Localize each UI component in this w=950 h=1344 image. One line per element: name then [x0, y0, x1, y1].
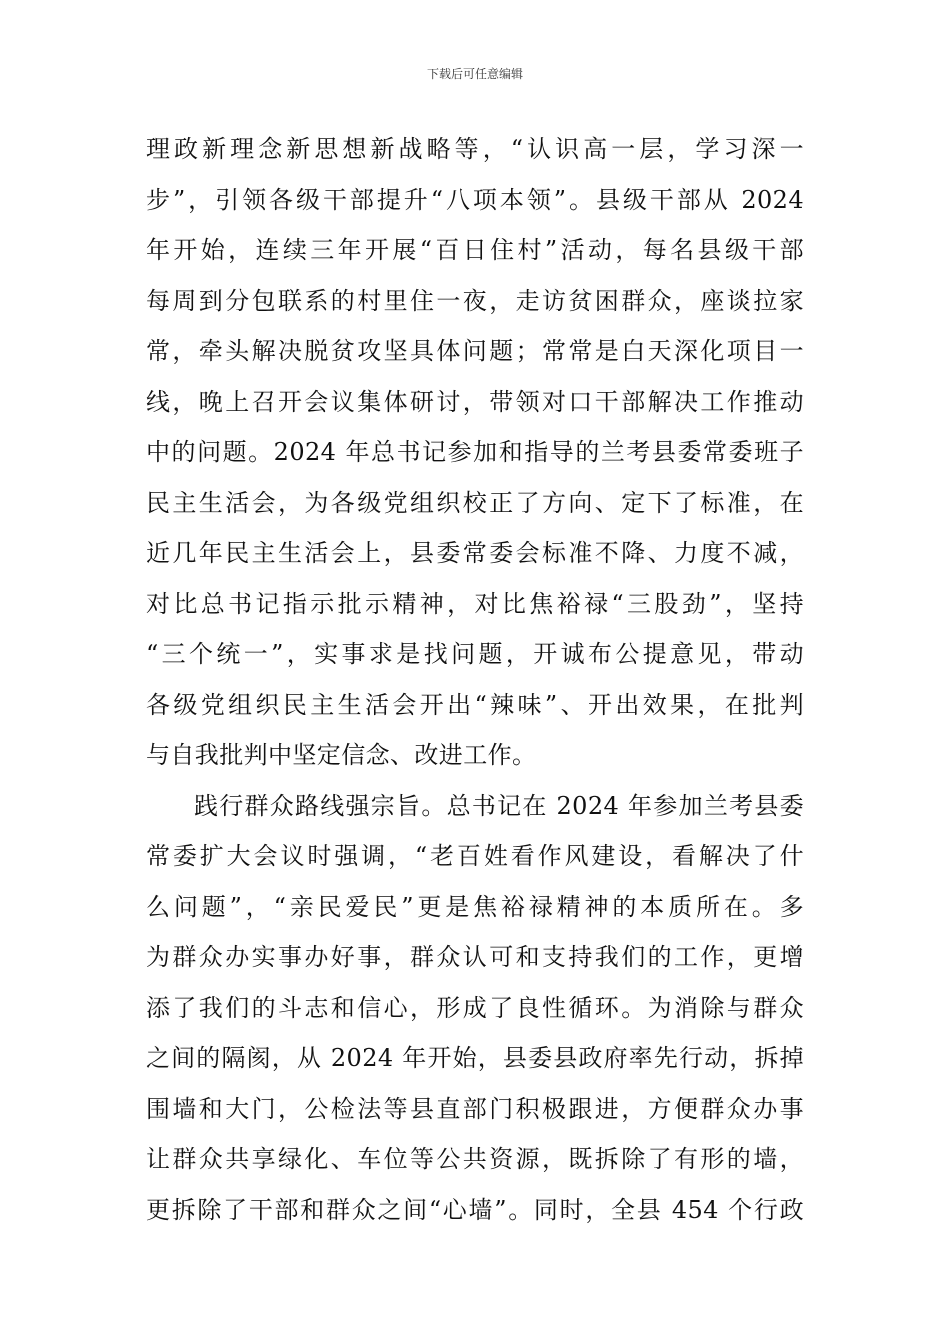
text-line: 近几年民主生活会上，县委常委会标准不降、力度不减， [146, 539, 804, 567]
text-line: 步”，引领各级干部提升“八项本领”。县级干部从 2024 [146, 185, 804, 214]
text-line: 与自我批判中坚定信念、改进工作。 [146, 741, 537, 769]
text-line: 更拆除了干部和群众之间“心墙”。同时，全县 454 个行政 [146, 1195, 804, 1224]
document-body [146, 124, 804, 1235]
text-line: 民主生活会，为各级党组织校正了方向、定下了标准，在 [146, 488, 804, 517]
text-line: 让群众共享绿化、车位等公共资源，既拆除了有形的墙， [146, 1145, 804, 1173]
text-line: 对比总书记指示批示精神，对比焦裕禄“三股劲”，坚持 [146, 589, 804, 618]
text-line: 常委扩大会议时强调，“老百姓看作风建设，看解决了什 [146, 842, 804, 870]
text-line: 么问题”，“亲民爱民”更是焦裕禄精神的本质所在。多 [146, 892, 804, 921]
text-line: 围墙和大门，公检法等县直部门积极跟进，方便群众办事 [146, 1094, 804, 1123]
text-line: 践行群众路线强宗旨。总书记在 2024 年参加兰考县委 [194, 791, 804, 820]
text-line: 年开始，连续三年开展“百日住村”活动，每名县级干部 [146, 236, 804, 264]
text-line: “三个统一”，实事求是找问题，开诚布公提意见，带动 [146, 640, 804, 668]
text-line: 每周到分包联系的村里住一夜，走访贫困群众，座谈拉家 [146, 286, 804, 315]
text-line: 各级党组织民主生活会开出“辣味”、开出效果，在批判 [146, 690, 804, 719]
text-line: 理政新理念新思想新战略等，“认识高一层，学习深一 [146, 135, 804, 163]
text-line: 之间的隔阂，从 2024 年开始，县委县政府率先行动，拆掉 [146, 1044, 804, 1072]
text-line: 中的问题。2024 年总书记参加和指导的兰考县委常委班子 [146, 438, 804, 466]
page-header: 下载后可任意编辑 [426, 67, 523, 81]
text-line: 线，晚上召开会议集体研讨，带领对口干部解决工作推动 [146, 387, 804, 416]
text-line: 为群众办实事办好事，群众认可和支持我们的工作，更增 [146, 943, 804, 971]
text-line: 常，牵头解决脱贫攻坚具体问题；常常是白天深化项目一 [146, 337, 804, 365]
text-line: 添了我们的斗志和信心，形成了良性循环。为消除与群众 [146, 993, 804, 1022]
